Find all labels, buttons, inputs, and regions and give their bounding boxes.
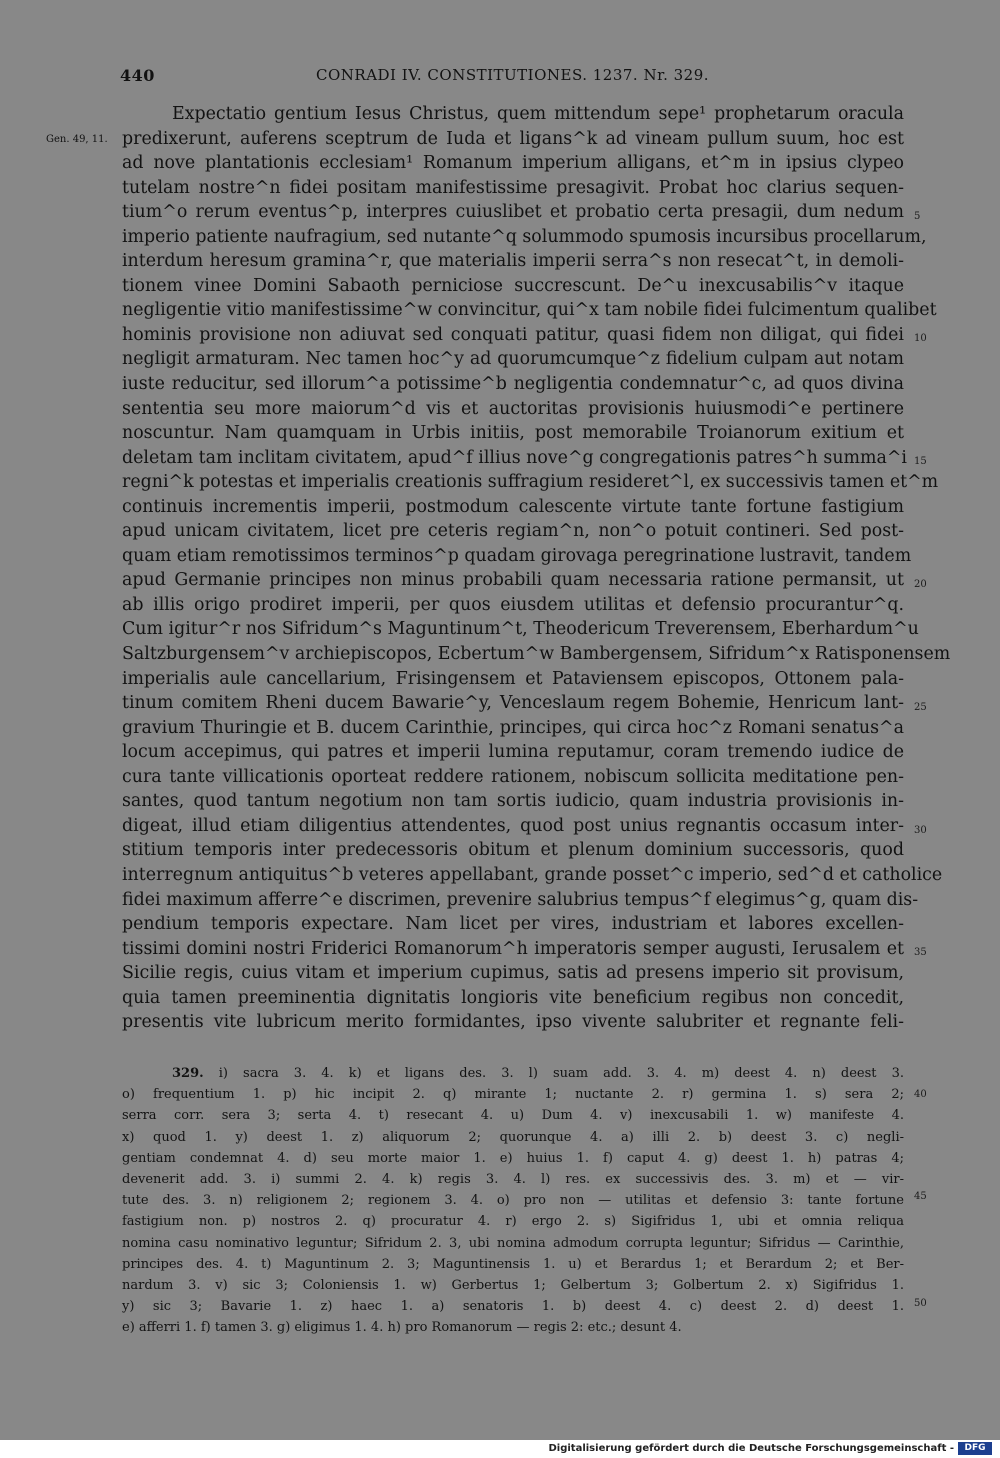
line-number: 30	[914, 825, 927, 836]
text-line: interdum heresum gramina^r, que materialis imperii serra^s non resecat^t, in demoli-	[122, 251, 904, 272]
text-line: sententia seu more maiorum^d vis et auctoritas provisionis huiusmodi^e pertinere	[122, 398, 904, 419]
footnote-line-number: 45	[914, 1191, 927, 1202]
text-line: apud unicam civitatem, licet pre ceteris regiam^n, non^o potuit contineri. Sed post-	[122, 521, 904, 542]
margin-reference: Gen. 49, 11.	[46, 134, 108, 145]
footnote-line	[122, 1254, 904, 1275]
footnote-line	[122, 1211, 904, 1232]
footnote-line-number: 40	[914, 1089, 927, 1100]
text-line: regni^k potestas et imperialis creationis suffragium resideret^l, ex successivis tamen et^m	[122, 472, 939, 493]
text-line: predixerunt, auferens sceptrum de Iuda et ligans^k ad vineam pullum suum, hoc est	[122, 128, 904, 149]
text-line: hominis provisione non adiuvat sed conquati patitur, quasi fidem non diligat, qui fidei	[122, 324, 904, 345]
footnote-text: e) afferri 1. f) tamen 3. g) eligimus 1. 4. h) pro Romanorum — regis 2: etc.; desunt 4.	[122, 1320, 682, 1336]
footnote-text: fastigium non. p) nostros 2. q) procuratur 4. r) ergo 2. s) Sigifridus 1, ubi et omnia reliqua	[122, 1214, 904, 1230]
text-line: interregnum antiquitus^b veteres appellabant, grande posset^c imperio, sed^d et catholice	[122, 864, 943, 885]
page-number: 440	[120, 66, 155, 85]
footnote-number: 329.	[172, 1066, 204, 1081]
text-line: quia tamen preeminentia dignitatis longioris vite beneficium regibus non concedit,	[122, 987, 904, 1008]
running-header	[120, 66, 902, 90]
text-line: gravium Thuringie et B. ducem Carinthie, principes, qui circa hoc^z Romani senatus^a	[122, 717, 904, 738]
footnote-line	[122, 1296, 904, 1317]
text-line: tissimi domini nostri Friderici Romanorum^h imperatoris semper augusti, Ierusalem et	[122, 938, 904, 959]
footnote-text: nomina casu nominativo leguntur; Sifridum 2. 3, ubi nomina admodum corrupta leguntur; Sifridus — Carinthie,	[122, 1235, 904, 1251]
footnote-line	[122, 1233, 904, 1254]
footnote-line	[122, 1063, 904, 1084]
line-number: 10	[914, 333, 927, 344]
footnote-line-number: 50	[914, 1298, 927, 1309]
text-line: locum accepimus, qui patres et imperii lumina reputamur, coram tremendo iudice de	[122, 742, 904, 763]
text-line: imperio patiente naufragium, sed nutante^q solummodo spumosis incursibus procellarum,	[122, 226, 927, 247]
text-line: presentis vite lubricum merito formidantes, ipso vivente salubriter et regnante feli-	[122, 1012, 904, 1033]
footnote-line	[122, 1084, 904, 1105]
footnote-text: principes des. 4. t) Maguntinum 2. 3; Maguntinensis 1. u) et Berardus 1; et Berardum 2; et Ber-	[122, 1256, 904, 1272]
text-line: digeat, illud etiam diligentius attendentes, quod post unius regnantis occasum inter-	[122, 815, 904, 836]
dfg-logo: DFG	[958, 1442, 992, 1455]
text-line: tinum comitem Rheni ducem Bawarie^y, Venceslaum regem Bohemie, Henricum lant-	[122, 693, 904, 714]
text-line: negligit armaturam. Nec tamen hoc^y ad quorumcumque^z fidelium culpam aut notam	[122, 349, 904, 370]
footnote-text: tute des. 3. n) religionem 2; regionem 3. 4. o) pro non — utilitas et defensio 3: tante fortune	[122, 1193, 904, 1209]
footnote-line	[122, 1148, 904, 1169]
footnote-text: i) sacra 3. 4. k) et ligans des. 3. l) suam add. 3. 4. m) deest 4. n) deest 3.	[218, 1066, 904, 1081]
text-line: stitium temporis inter predecessoris obitum et plenum dominium successoris, quod	[122, 840, 904, 861]
text-line: ad nove plantationis ecclesiam¹ Romanum imperium alligans, et^m in ipsius clypeo	[122, 153, 904, 174]
text-line: imperialis aule cancellarium, Frisingensem et Pataviensem episcopos, Ottonem pala-	[122, 668, 904, 689]
text-line: tionem vinee Domini Sabaoth perniciose succrescunt. De^u inexcusabilis^v itaque	[122, 275, 904, 296]
footnote-text: o) frequentium 1. p) hic incipit 2. q) mirante 1; nuctante 2. r) germina 1. s) sera 2;	[122, 1087, 904, 1103]
footnote-text: y) sic 3; Bavarie 1. z) haec 1. a) senatoris 1. b) deest 4. c) deest 2. d) deest 1.	[122, 1299, 904, 1315]
footnotes	[122, 1063, 904, 1338]
text-line: tium^o rerum eventus^p, interpres cuiuslibet et probatio certa presagii, dum nedum	[122, 202, 904, 223]
line-number: 25	[914, 702, 927, 713]
footnote-text: devenerit add. 3. i) summi 2. 4. k) regis 3. 4. l) res. ex successivis des. 3. m) et — vir-	[122, 1171, 904, 1187]
footnote-line	[122, 1190, 904, 1211]
text-line: noscuntur. Nam quamquam in Urbis initiis, post memorabile Troianorum exitium et	[122, 423, 904, 444]
funding-note: Digitalisierung gefördert durch die Deutsche Forschungsgemeinschaft -	[548, 1443, 954, 1454]
running-title: CONRADI IV. CONSTITUTIONES. 1237. Nr. 329.	[316, 66, 710, 84]
text-line: santes, quod tantum negotium non tam sortis iudicio, quam industria provisionis in-	[122, 791, 904, 812]
text-line: iuste reducitur, sed illorum^a potissime^b negligentia condemnatur^c, ad quos divina	[122, 374, 904, 395]
footnote-text: gentiam condemnat 4. d) seu morte maior 1. e) huius 1. f) caput 4. g) deest 1. h) patras 4;	[122, 1150, 904, 1166]
footnote-text: x) quod 1. y) deest 1. z) aliquorum 2; quorunque 4. a) illi 2. b) deest 3. c) negli-	[122, 1129, 904, 1145]
text-line: pendium temporis expectare. Nam licet per vires, industriam et labores excellen-	[122, 914, 904, 935]
footnote-line	[122, 1169, 904, 1190]
footnote-line	[122, 1275, 904, 1296]
text-line: deletam tam inclitam civitatem, apud^f illius nove^g congregationis patres^h summa^i	[122, 447, 907, 468]
line-number: 15	[914, 456, 927, 467]
line-number: 35	[914, 947, 927, 958]
text-line: quam etiam remotissimos terminos^p quadam girovaga peregrinatione lustravit, tandem	[122, 545, 912, 566]
text-line: negligentie vitio manifestissime^w convincitur, qui^x tam nobile fidei fulcimentum qualibet	[122, 300, 937, 321]
text-line: Expectatio gentium Iesus Christus, quem mittendum sepe¹ prophetarum oracula	[172, 104, 904, 124]
footnote-line	[122, 1127, 904, 1148]
text-line: fidei maximum afferre^e discrimen, prevenire salubrius tempus^f elegimus^g, quam dis-	[122, 889, 919, 910]
text-line: Saltzburgensem^v archiepiscopos, Ecbertum^w Bambergensem, Sifridum^x Ratisponensem	[122, 644, 951, 665]
footnote-text: serra corr. sera 3; serta 4. t) resecant 4. u) Dum 4. v) inexcusabili 1. w) manifeste 4.	[122, 1108, 904, 1124]
text-line: tutelam nostre^n fidei positam manifestissime presagivit. Probat hoc clarius sequen-	[122, 177, 904, 198]
footnote-line	[122, 1105, 904, 1126]
text-line: continuis incrementis imperii, postmodum calescente virtute tante fortune fastigium	[122, 496, 904, 517]
text-line: ab illis origo prodiret imperii, per quos eiusdem utilitas et defensio procurantur^q.	[122, 594, 904, 615]
footnote-line	[122, 1317, 904, 1338]
text-line: Cum igitur^r nos Sifridum^s Maguntinum^t, Theodericum Treverensem, Eberhardum^u	[122, 619, 919, 640]
line-number: 5	[914, 211, 921, 222]
text-line: Sicilie regis, cuius vitam et imperium cupimus, satis ad presens imperio sit provisum,	[122, 963, 904, 984]
line-number: 20	[914, 579, 927, 590]
text-line: cura tante villicationis oporteat reddere rationem, nobiscum sollicita meditatione pen-	[122, 766, 904, 787]
text-line: apud Germanie principes non minus probabili quam necessaria ratione permansit, ut	[122, 570, 904, 591]
footnote-text: nardum 3. v) sic 3; Coloniensis 1. w) Gerbertus 1; Gelbertum 3; Golbertum 2. x) Sigifridus 1.	[122, 1277, 904, 1293]
